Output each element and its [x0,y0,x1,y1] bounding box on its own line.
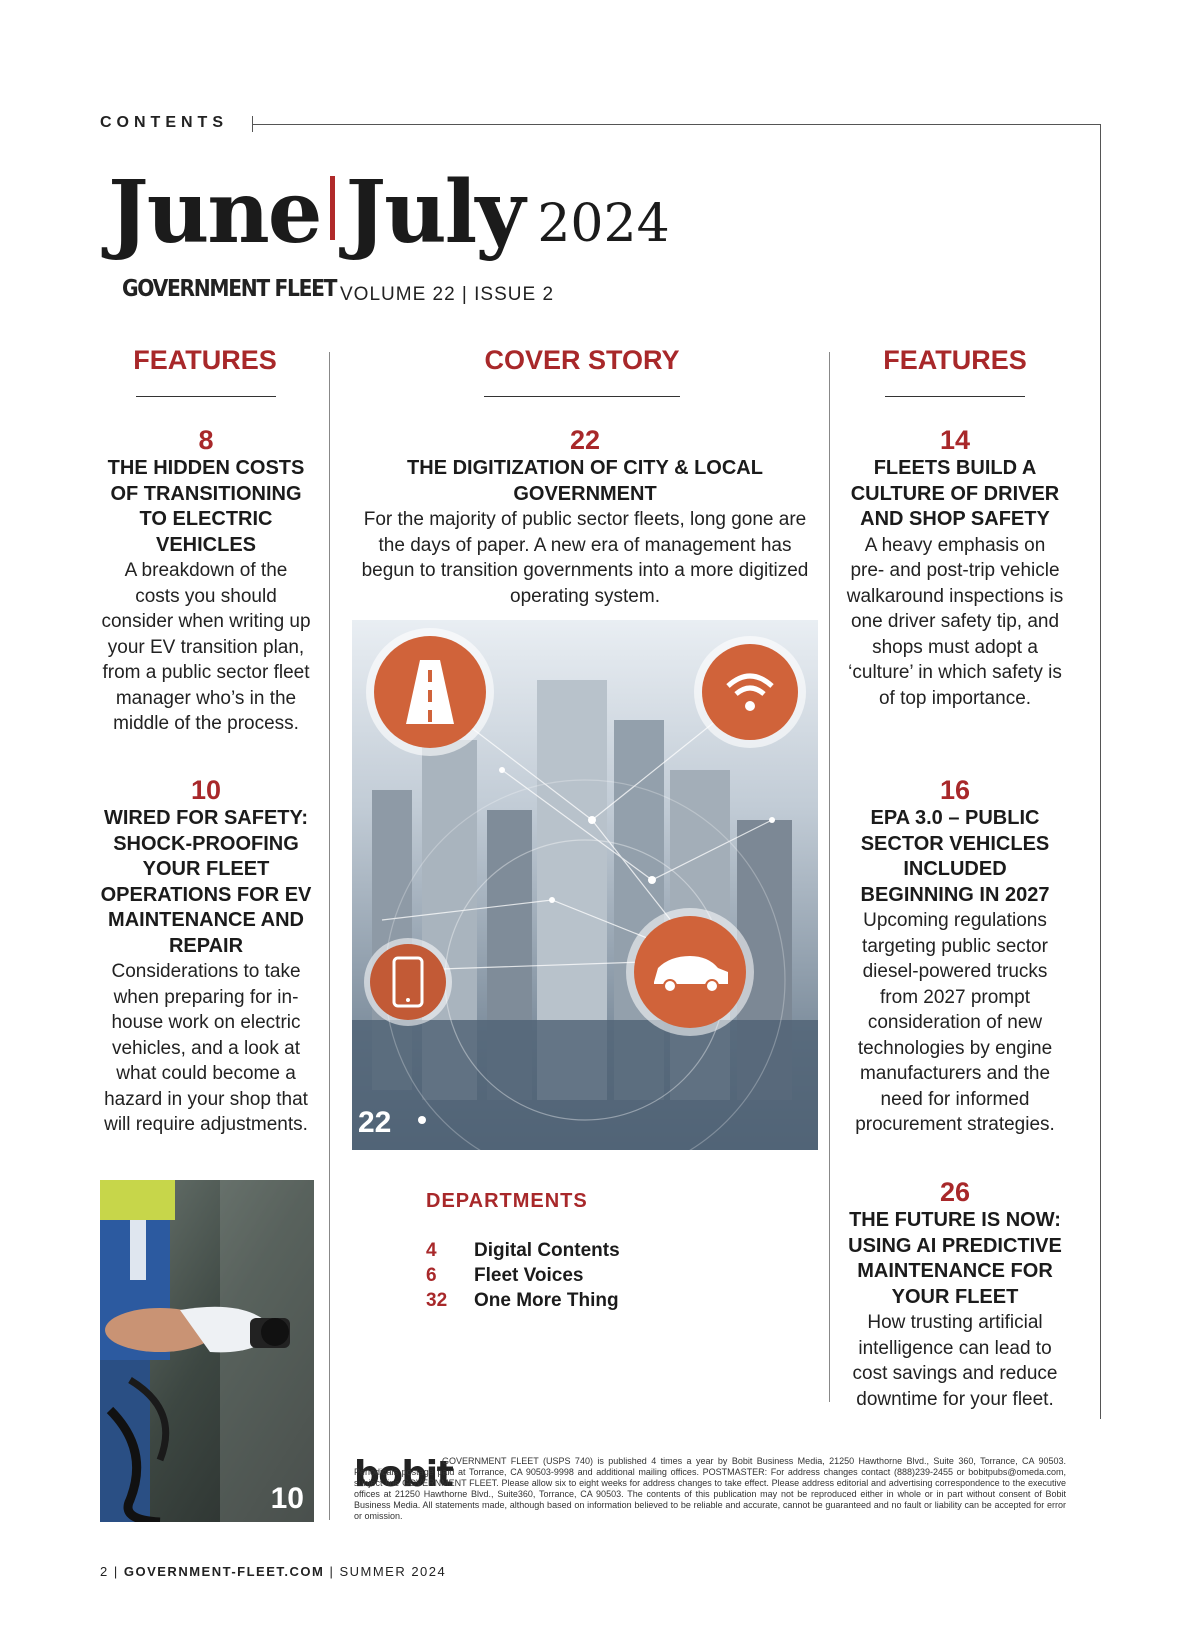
brand-text: GOVERNMENT FLEET [122,276,337,302]
article-wired-for-safety[interactable] [100,774,312,1138]
features-rule-right [885,396,1025,397]
contents-label: CONTENTS [100,114,228,131]
bobit-logo: bobit [354,1454,453,1495]
cover-story-rule [484,396,680,397]
masthead-month-june: June [108,162,321,263]
ev-charging-illustration [100,1180,314,1522]
footer-separator: | [113,1564,124,1579]
department-name[interactable]: Fleet Voices [474,1265,584,1286]
departments-heading: DEPARTMENTS [426,1190,588,1212]
features-heading-left: FEATURES [133,345,277,375]
footer-site-link[interactable]: GOVERNMENT-FLEET.COM [123,1564,325,1579]
department-name[interactable]: Digital Contents [474,1240,620,1261]
footer-page-number: 2 [100,1564,109,1579]
column-divider-right [829,352,830,1402]
article-page-number: 26 [939,1177,971,1207]
article-hidden-costs[interactable] [100,424,312,737]
masthead-month-july: July [345,162,524,263]
article-title[interactable]: WIRED FOR SAFETY: SHOCK-PROOFING YOUR FLEET OPERATIONS FOR EV MAINTENANCE AND REPAIR [100,807,312,957]
article-page-number: 8 [198,425,214,455]
article-page-number: 22 [569,425,601,455]
article-title[interactable]: EPA 3.0 – PUBLIC SECTOR VEHICLES INCLUDED BEGINNING IN 2027 [860,807,1050,906]
article-epa-3[interactable] [846,774,1064,1138]
frame-right-rule [1100,124,1101,1419]
publisher-fine-print: GOVERNMENT FLEET (USPS 740) is published 4 times a year by Bobit Business Media, 21250 Hawthorne Blvd., Suite 360, Torrance, CA 90503. Periodicals postage paid at Torrance, CA 90503-9998 and additional mailing offices. POSTMASTER: For address changes contact (888)239-2455 or bobitpubs@omeda.com, subject line GOVERNMENT FLEET. Please allow six to eight weeks for address changes to take effect. Please address editorial and advertising correspondence to the executive offices at 21250 Hawthorne Blvd., Suite360, Torrance, CA 90503. The contents of this publication may not be reproduced either in whole or in part without consent of Bobit Business Media. All statements made, although based on information believed to be reliable and accurate, cannot be guaranteed and no fault or liability can be accepted for error or omission. [354,1456,1066,1521]
cover-story-heading: COVER STORY [484,345,680,375]
ev-charging-photo[interactable] [100,1180,314,1522]
footer-issue: SUMMER 2024 [339,1564,447,1579]
article-description: A breakdown of the costs you should consider when writing up your EV transition plan, from a public sector fleet manager who’s in the middle of the process. [101,560,311,734]
smart-city-illustration [352,620,818,1150]
volume-issue: VOLUME 22 | ISSUE 2 [340,284,555,305]
article-page-number: 14 [939,425,971,455]
article-title[interactable]: THE FUTURE IS NOW: USING AI PREDICTIVE MAINTENANCE FOR YOUR FLEET [848,1209,1062,1308]
page-footer [100,1564,446,1579]
photo-page-tag: 10 [270,1482,304,1515]
government-fleet-logo [122,276,336,302]
cover-story-image[interactable] [352,620,818,1150]
department-name[interactable]: One More Thing [474,1290,619,1311]
masthead-year: 2024 [537,194,670,254]
article-ai-predictive-maintenance[interactable] [846,1176,1064,1412]
masthead-divider [330,176,335,240]
column-divider-left [329,352,330,1520]
article-digitization[interactable] [352,424,818,609]
article-description: A heavy emphasis on pre- and post-trip vehicle walkaround inspections is one driver safety tip, and shops must adopt a ‘culture’ in which safety is of top importance. [846,534,1064,709]
issue-masthead [108,162,670,263]
features-rule-left [136,396,276,397]
article-title[interactable]: FLEETS BUILD A CULTURE OF DRIVER AND SHOP SAFETY [850,457,1060,530]
department-page-number: 6 [426,1265,437,1286]
article-culture-of-safety[interactable] [846,424,1064,711]
department-item-digital-contents[interactable] [426,1240,620,1262]
department-item-one-more-thing[interactable] [426,1290,619,1312]
footer-separator: | [329,1564,340,1579]
article-description: How trusting artificial intelligence can lead to cost savings and reduce downtime for your fleet. [852,1312,1058,1410]
department-page-number: 32 [426,1290,448,1311]
frame-top-rule [252,124,1100,125]
department-page-number: 4 [426,1240,437,1261]
article-description: Upcoming regulations targeting public sector diesel-powered trucks from 2027 prompt consideration of new technologies by engine manufacturers and the need for informed procurement strategies. [855,910,1055,1135]
article-title[interactable]: THE HIDDEN COSTS OF TRANSITIONING TO ELECTRIC VEHICLES [107,457,305,556]
department-item-fleet-voices[interactable] [426,1265,583,1287]
article-description: For the majority of public sector fleets, long gone are the days of paper. A new era of management has begun to transition governments into a more digitized operating system. [361,509,809,607]
article-page-number: 16 [939,775,971,805]
article-page-number: 10 [190,775,222,805]
article-description: Considerations to take when preparing for in-house work on electric vehicles, and a look at what could become a hazard in your shop that will require adjustments. [104,961,308,1135]
cover-page-tag: 22 [358,1106,392,1139]
features-heading-right: FEATURES [883,345,1027,375]
article-title[interactable]: THE DIGITIZATION OF CITY & LOCAL GOVERNMENT [407,457,763,505]
